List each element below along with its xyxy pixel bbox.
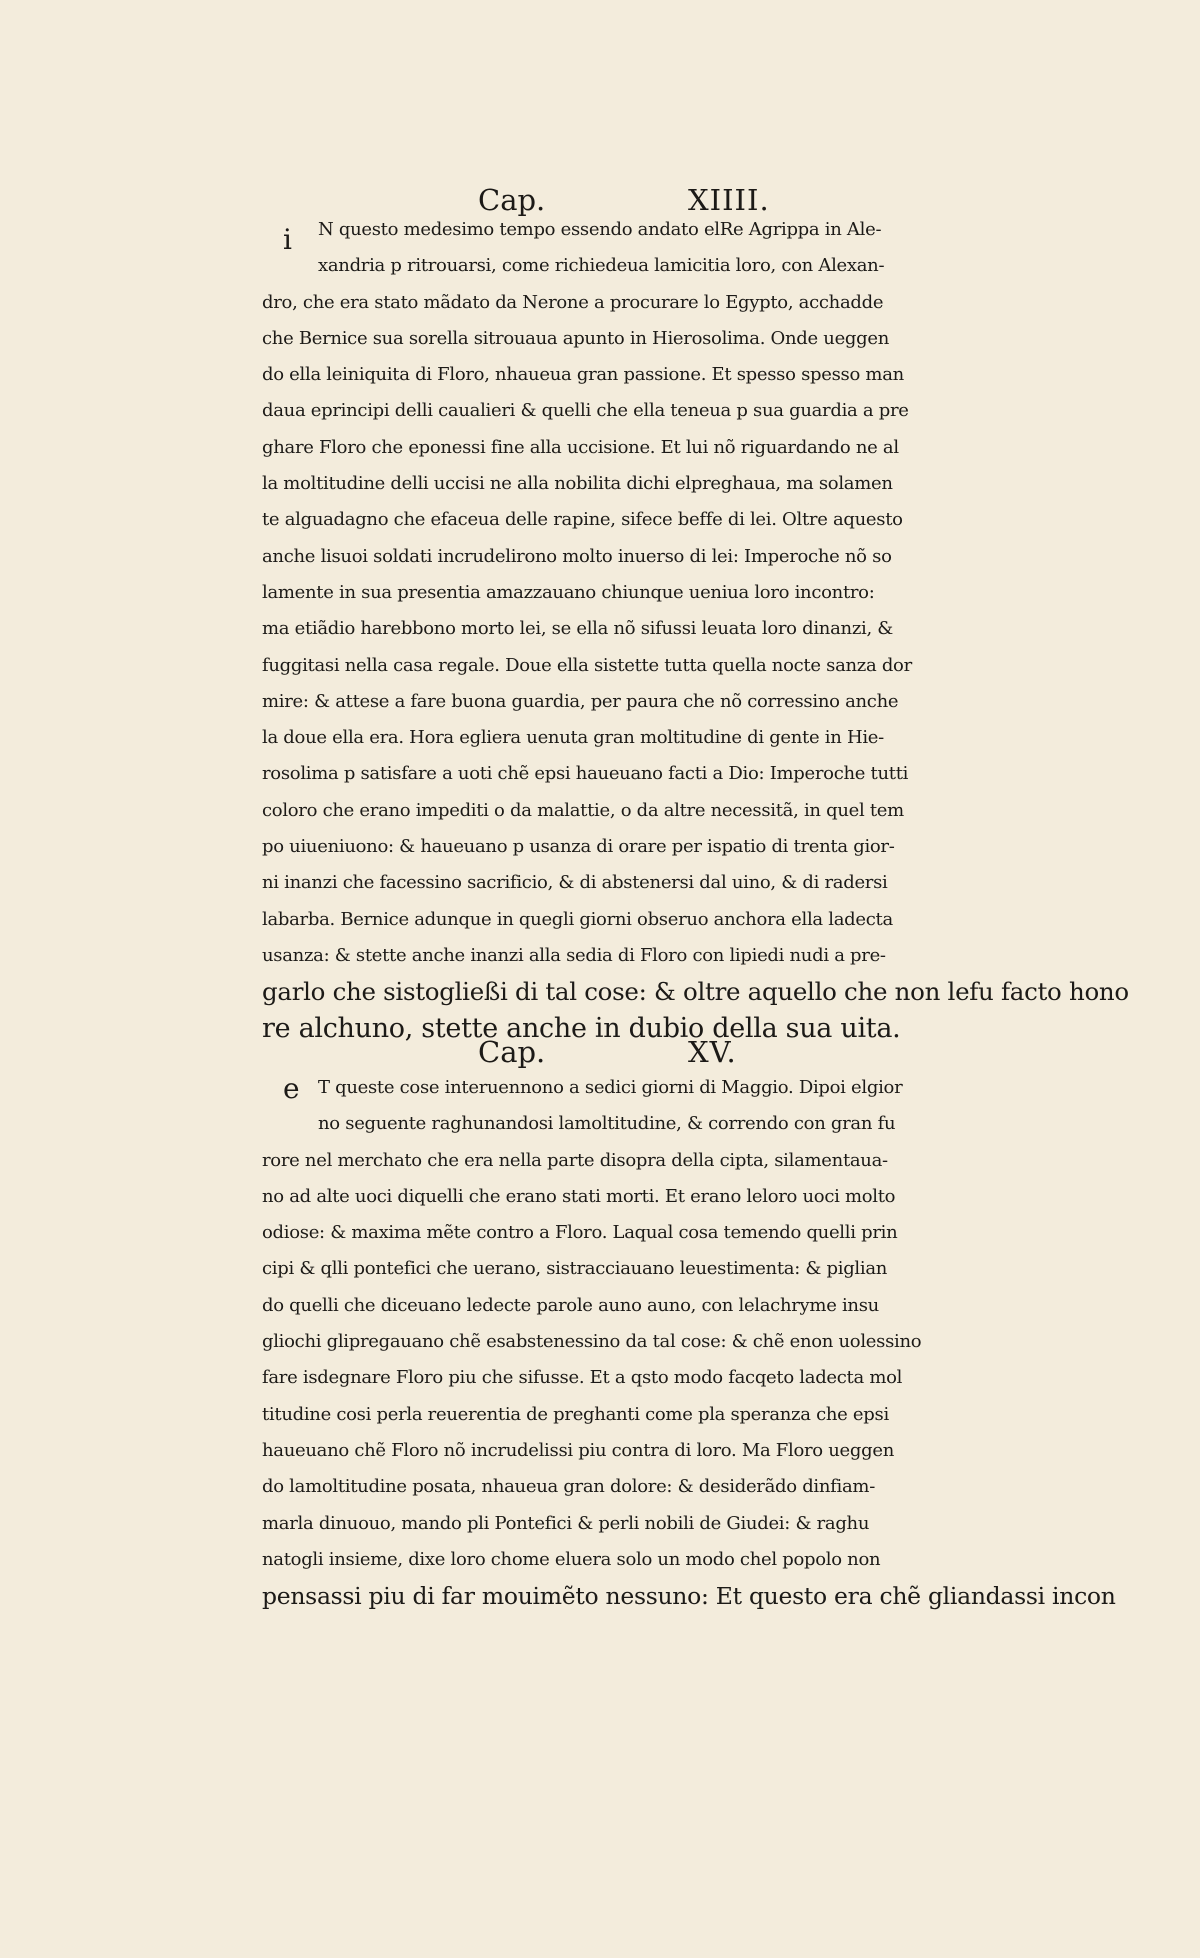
text-line: fare isdegnare Floro piu che sifusse. Et a qsto modo facqeto ladecta mol <box>262 1367 903 1389</box>
text-line: no ad alte uoci diquelli che erano stati morti. Et erano leloro uoci molto <box>262 1185 896 1207</box>
chapter-number: XIIII. <box>688 183 770 217</box>
text-line: cipi & qlli pontefici che uerano, sistracciauano leuestimenta: & piglian <box>262 1258 888 1280</box>
chapter-label: Cap. <box>478 183 546 217</box>
text-line: daua eprincipi delli caualieri & quelli che ella teneua p sua guardia a pre <box>262 400 909 422</box>
text-line: no seguente raghunandosi lamoltitudine, & correndo con gran fu <box>318 1113 896 1135</box>
text-line: fuggitasi nella casa regale. Doue ella sistette tutta quella nocte sanza dor <box>262 654 912 676</box>
text-line: ni inanzi che facessino sacrificio, & di abstenersi dal uino, & di radersi <box>262 872 888 894</box>
text-line: la doue ella era. Hora egliera uenuta gran moltitudine di gente in Hie- <box>262 727 884 749</box>
chapter-text <box>262 212 1129 1047</box>
text-line: xandria p ritrouarsi, come richiedeua lamicitia loro, con Alexan- <box>318 255 885 277</box>
text-line: titudine cosi perla reuerentia de preghanti come pla speranza che epsi <box>262 1403 889 1425</box>
text-line: usanza: & stette anche inanzi alla sedia di Floro con lipiedi nudi a pre- <box>262 944 886 966</box>
text-line: coloro che erano impediti o da malattie, o da altre necessitã, in quel tem <box>262 799 904 821</box>
text-line: che Bernice sua sorella sitrouaua apunto in Hierosolima. Onde ueggen <box>262 327 890 349</box>
text-line: re alchuno, stette anche in dubio della sua uita. <box>262 1012 901 1044</box>
text-line: N questo medesimo tempo essendo andato elRe Agrippa in Ale- <box>318 219 882 240</box>
guide-letter: e <box>283 1072 300 1105</box>
text-line: garlo che sistogließi di tal cose: & oltre aquello che non lefu facto hono <box>262 977 1129 1007</box>
text-line: do lamoltitudine posata, nhaueua gran dolore: & desiderãdo dinfiam- <box>262 1476 875 1498</box>
text-line: anche lisuoi soldati incrudelirono molto inuerso di lei: Imperoche nõ so <box>262 545 892 567</box>
text-line: marla dinuouo, mando pli Pontefici & perli nobili de Giudei: & raghu <box>262 1512 870 1534</box>
text-line: haueuano chẽ Floro nõ incrudelissi piu contra di loro. Ma Floro ueggen <box>262 1439 894 1461</box>
text-line: pensassi piu di far mouimẽto nessuno: Et questo era chẽ gliandassi incon <box>262 1582 1116 1611</box>
chapter-label: Cap. <box>478 1035 546 1069</box>
text-line: lamente in sua presentia amazzauano chiunque ueniua loro incontro: <box>262 581 875 603</box>
text-line: T queste cose interuennono a sedici giorni di Maggio. Dipoi elgior <box>318 1077 903 1098</box>
text-line: odiose: & maxima mẽte contro a Floro. Laqual cosa temendo quelli prin <box>262 1222 898 1244</box>
text-line: rosolima p satisfare a uoti chẽ epsi haueuano facti a Dio: Imperoche tutti <box>262 763 909 785</box>
text-line: rore nel merchato che era nella parte disopra della cipta, silamentaua- <box>262 1149 888 1171</box>
text-line: mire: & attese a fare buona guardia, per paura che nõ corressino anche <box>262 690 899 712</box>
text-line: ma etiãdio harebbono morto lei, se ella nõ sifussi leuata loro dinanzi, & <box>262 618 894 640</box>
chapter-number: XV. <box>688 1035 737 1069</box>
chapter-heading <box>478 1032 798 1072</box>
text-line: ghare Floro che eponessi fine alla uccisione. Et lui nõ riguardando ne al <box>262 436 899 458</box>
text-line: labarba. Bernice adunque in quegli giorni obseruo anchora ella ladecta <box>262 908 893 930</box>
text-line: gliochi glipregauano chẽ esabstenessino da tal cose: & chẽ enon uolessino <box>262 1331 922 1353</box>
text-line: natogli insieme, dixe loro chome eluera solo un modo chel popolo non <box>262 1548 881 1570</box>
text-line: dro, che era stato mãdato da Nerone a procurare lo Egypto, acchadde <box>262 291 884 313</box>
text-line: la moltitudine delli uccisi ne alla nobilita dichi elpreghaua, ma solamen <box>262 473 893 495</box>
chapter-text <box>262 1070 1116 1614</box>
guide-letter: i <box>283 223 292 256</box>
text-line: do quelli che diceuano ledecte parole auno auno, con lelachryme insu <box>262 1294 879 1316</box>
text-line: te alguadagno che efaceua delle rapine, sifece beffe di lei. Oltre aquesto <box>262 509 903 531</box>
text-line: do ella leiniquita di Floro, nhaueua gran passione. Et spesso spesso man <box>262 364 904 386</box>
text-line: po uiueniuono: & haueuano p usanza di orare per ispatio di trenta gior- <box>262 836 895 858</box>
